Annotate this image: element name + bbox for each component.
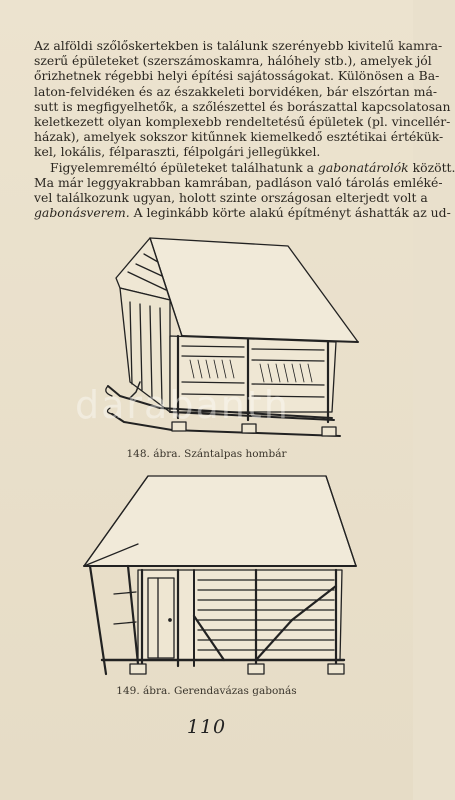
text-fragment: között. <box>408 159 455 175</box>
text-line: kel, lokális, félparaszti, félpolgári jellegükkel. <box>34 144 321 160</box>
sled-runner-tip <box>106 386 112 414</box>
support-block <box>130 664 146 674</box>
door <box>148 578 174 658</box>
body-text <box>34 38 455 221</box>
figure-148-caption: 148. ábra. Szántalpas hombár <box>126 448 287 460</box>
text-line: szerű épületeket (szerszámoskamra, hálóhely stb.), amelyek jól <box>34 53 432 69</box>
support-block <box>328 664 344 674</box>
porch-post <box>90 566 106 674</box>
italic-term: gabonatárolók <box>317 159 409 175</box>
watermark: darabanth <box>75 383 290 427</box>
text-line: vel találkozunk ugyan, holott szinte országosan elterjedt volt a <box>34 190 428 206</box>
figure-149-illustration <box>78 474 368 680</box>
page-number: 110 <box>186 716 227 738</box>
roof <box>84 476 356 566</box>
paragraph-1 <box>34 38 451 160</box>
text-line: őrizhetnek régebbi helyi építési sajátosságokat. Különösen a Ba- <box>34 68 440 84</box>
figure-148-illustration <box>100 232 365 442</box>
front-wall <box>170 336 336 412</box>
text-line <box>34 159 455 175</box>
text-fragment: Figyelemreméltó épületeket találhatunk a <box>50 159 318 175</box>
support-block <box>172 422 186 431</box>
text-line: Az alföldi szőlőskertekben is találunk szerényebb kivitelű kamra- <box>34 38 443 53</box>
side-wall <box>120 288 170 412</box>
plank <box>114 622 136 624</box>
text-line <box>34 205 451 221</box>
text-line: sutt is megfigyelhetők, a szőlészettel és borászattal kapcsolatosan <box>34 98 451 114</box>
support-block <box>242 424 256 433</box>
support-block <box>248 664 264 674</box>
text-line: Ma már leggyakrabban kamrában, padláson való tárolás emléké- <box>34 174 443 190</box>
text-fragment: A leginkább körte alakú építményt áshatták az ud- <box>129 205 451 221</box>
figure-149-caption: 149. ábra. Gerendavázas gabonás <box>116 685 297 697</box>
paragraph-2 <box>34 159 455 221</box>
text-line: laton-felvidéken és az északkeleti borvidéken, bár elszórtan má- <box>34 83 438 99</box>
text-line: keletkezett olyan komplexebb rendeltetésű épületek (pl. vincellér- <box>34 114 451 130</box>
porch-post <box>128 566 138 664</box>
door-knob <box>169 619 171 621</box>
roof <box>150 238 358 342</box>
support-block <box>322 427 336 436</box>
text-line: házak), amelyek sokszor kitűnnek kiemelkedő esztétikai értékük- <box>34 129 444 145</box>
italic-term: gabonásverem. <box>34 205 130 221</box>
plank <box>114 592 136 594</box>
